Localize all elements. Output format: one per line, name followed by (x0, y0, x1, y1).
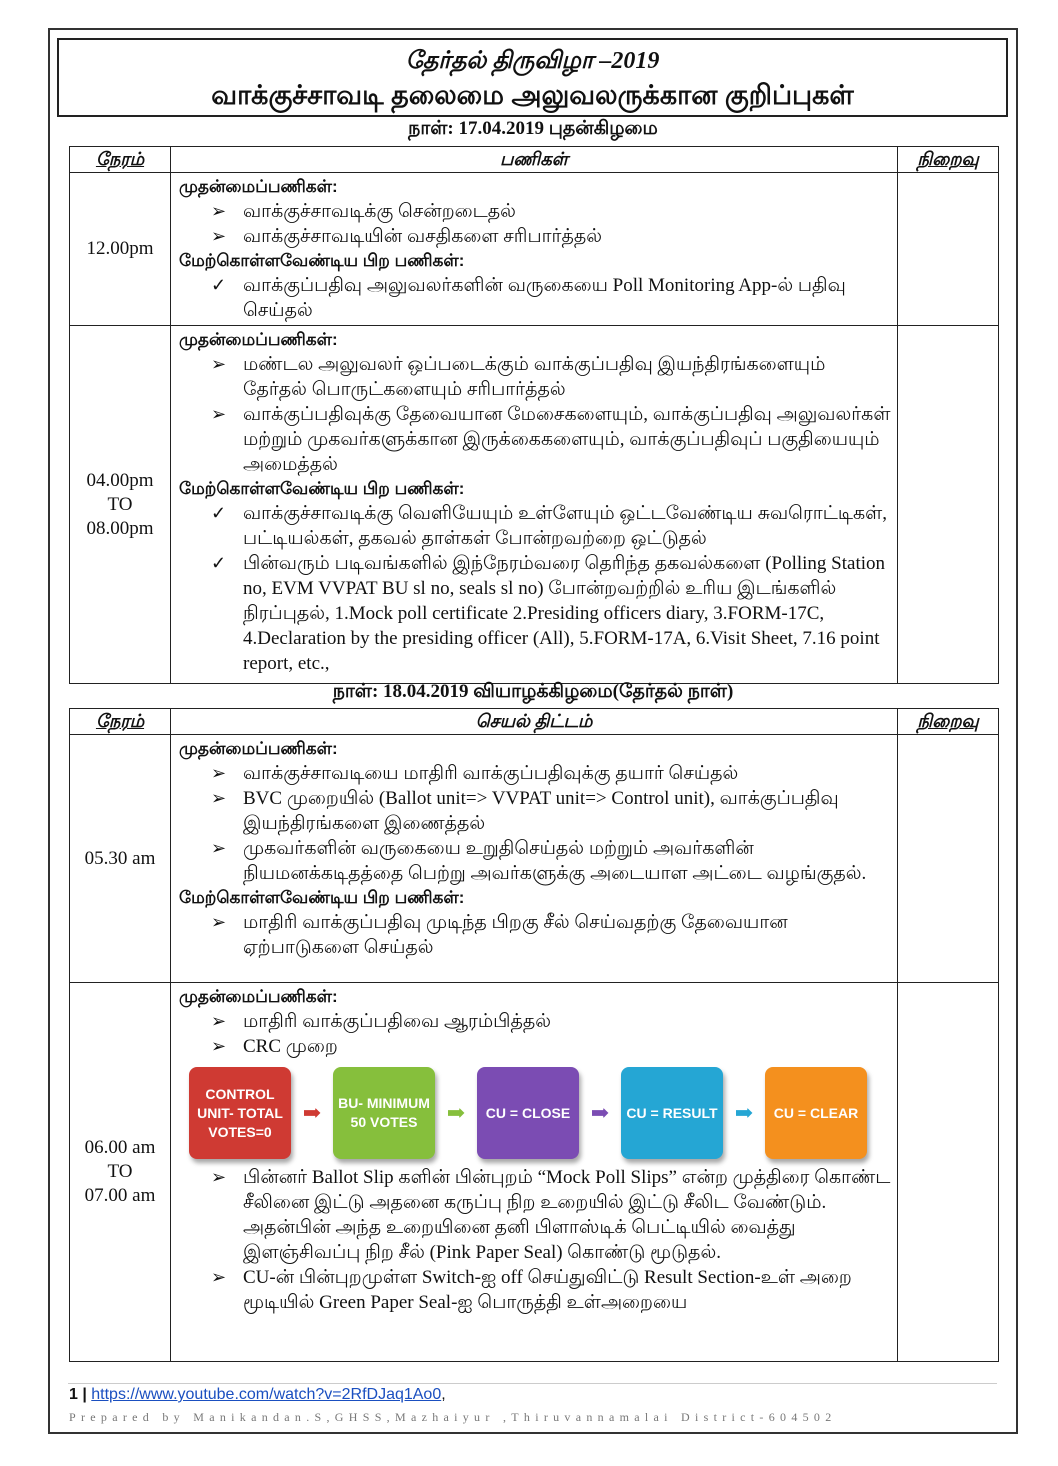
arrow-right-icon: ➡ (590, 1100, 610, 1125)
arrow-bullet-icon: ➢ (211, 1011, 227, 1031)
list-item (179, 501, 891, 551)
item-text: மாதிரி வாக்குப்பதிவை ஆரம்பித்தல் (243, 1011, 551, 1032)
header-tasks: செயல் திட்டம் (171, 709, 898, 735)
arrow-right-icon: ➡ (446, 1100, 466, 1125)
flow-step: CU = CLOSE (477, 1067, 579, 1159)
completion-cell (898, 735, 999, 983)
day1-date: நாள்: 17.04.2019 புதன்கிழமை (408, 118, 658, 139)
item-text: மாதிரி வாக்குப்பதிவு முடிந்த பிறகு சீல் செய்வதற்கு தேவையான ஏற்பாடுகளை செய்தல் (243, 912, 788, 958)
section-heading: மேற்கொள்ளவேண்டிய பிற பணிகள்: (179, 479, 465, 498)
flow-step: CU = CLEAR (765, 1067, 867, 1159)
arrow-bullet-icon: ➢ (211, 788, 227, 808)
header-done: நிறைவு (898, 147, 999, 173)
item-text: வாக்குச்சாவடிக்கு வெளியேயும் உள்ளேயும் ஒட்டவேண்டிய சுவரொட்டிகள், பட்டியல்கள், தகவல் தாள்கள் போன்றவற்றை ஒட்டுதல் (243, 503, 887, 549)
check-icon: ✓ (211, 553, 227, 573)
section-heading: முதன்மைப்பணிகள்: (179, 739, 338, 758)
arrow-bullet-icon: ➢ (211, 838, 227, 858)
tasks-cell (171, 983, 898, 1362)
list-item (179, 273, 891, 323)
section-heading: முதன்மைப்பணிகள்: (179, 987, 338, 1006)
header-done: நிறைவு (898, 709, 999, 735)
time-cell (70, 326, 171, 684)
prepared-by: Prepared by Manikandan.S,GHSS,Mazhaiyur ,Thiruvannamalai District-604502 (69, 1410, 837, 1424)
arrow-bullet-icon: ➢ (211, 201, 227, 221)
table-row (70, 735, 999, 983)
footer-page (69, 1386, 446, 1404)
section-heading: மேற்கொள்ளவேண்டிய பிற பணிகள்: (179, 888, 465, 907)
day1-table (69, 146, 999, 684)
arrow-right-icon: ➡ (302, 1100, 322, 1125)
item-text: CU-ன் பின்புறமுள்ள Switch-ஐ off செய்துவிட்டு Result Section-உள் அறை மூடியில் Green Paper Seal-ஐ பொருத்தி உள்அறையை (243, 1267, 852, 1313)
arrow-right-icon: ➡ (734, 1100, 754, 1125)
list-item (179, 402, 891, 477)
item-text: பின்னர் Ballot Slip களின் பின்புறம் “Mock Poll Slips” என்ற முத்திரை கொண்ட சீலினை இட்டு அதனை கருப்பு நிற உறையில் இட்டு சீலிட வேண்டும். அதன்பின் அந்த உறையினை தனி பிளாஸ்டிக் பெட்டியில் வைத்து இளஞ்சிவப்பு நிற சீல் (Pink Paper Seal) கொண்டு மூடுதல். (243, 1167, 891, 1263)
header-time: நேரம் (70, 709, 171, 735)
time-text: 05.30 am (84, 847, 156, 869)
header-time: நேரம் (70, 147, 171, 173)
title-box (57, 38, 1008, 117)
time-text: TO (107, 1161, 133, 1182)
item-text: முகவர்களின் வருகையை உறுதிசெய்தல் மற்றும் அவர்களின் நியமனக்கடிதத்தை பெற்று அவர்களுக்கு அடையாள அட்டை வழங்குதல். (243, 838, 867, 884)
list-item (179, 224, 891, 249)
check-icon: ✓ (211, 275, 227, 295)
header-row (70, 147, 999, 173)
arrow-bullet-icon: ➢ (211, 1036, 227, 1056)
check-icon: ✓ (211, 503, 227, 523)
list-item (179, 836, 891, 886)
list-item (179, 1009, 891, 1034)
tasks-cell (171, 735, 898, 983)
arrow-bullet-icon: ➢ (211, 912, 227, 932)
list-item (179, 1265, 891, 1315)
time-text: 12.00pm (86, 238, 154, 259)
flow-step: CONTROL UNIT- TOTAL VOTES=0 (189, 1067, 291, 1159)
title-line1: தேர்தல் திருவிழா –2019 (405, 48, 660, 74)
item-text: வாக்குச்சாவடியின் வசதிகளை சரிபார்த்தல் (243, 226, 602, 247)
tasks-cell (171, 326, 898, 684)
table-row (70, 173, 999, 326)
list-item (179, 199, 891, 224)
flow-diagram (189, 1067, 891, 1159)
time-cell (70, 173, 171, 326)
arrow-bullet-icon: ➢ (211, 1267, 227, 1287)
link-suffix: , (441, 1386, 446, 1403)
list-item (179, 352, 891, 402)
table-row (70, 326, 999, 684)
item-text: CRC முறை (243, 1036, 338, 1057)
arrow-bullet-icon: ➢ (211, 404, 227, 424)
youtube-link[interactable]: https://www.youtube.com/watch?v=2RfDJaq1Ao0 (91, 1386, 442, 1403)
time-text: 04.00pm (86, 469, 154, 491)
item-text: BVC முறையில் (Ballot unit=> VVPAT unit=> Control unit), வாக்குப்பதிவு இயந்திரங்களை இணைத்தல் (243, 788, 839, 834)
completion-cell (898, 326, 999, 684)
section-heading: முதன்மைப்பணிகள்: (179, 330, 338, 349)
section-heading: முதன்மைப்பணிகள்: (179, 177, 338, 196)
list-item (179, 1165, 891, 1265)
list-item (179, 1034, 891, 1059)
flow-step: BU- MINIMUM 50 VOTES (333, 1067, 435, 1159)
footer-divider (68, 1383, 997, 1384)
tasks-cell (171, 173, 898, 326)
arrow-bullet-icon: ➢ (211, 354, 227, 374)
item-text: வாக்குப்பதிவு அலுவலர்களின் வருகையை Poll Monitoring App-ல் பதிவு செய்தல் (243, 275, 846, 321)
arrow-bullet-icon: ➢ (211, 226, 227, 246)
table-row (70, 983, 999, 1362)
time-text: 07.00 am (84, 1185, 156, 1206)
time-text: TO (107, 493, 133, 515)
item-text: மண்டல அலுவலர் ஒப்படைக்கும் வாக்குப்பதிவு இயந்திரங்களையும் தேர்தல் பொருட்களையும் சரிபார்த்தல் (243, 354, 826, 400)
completion-cell (898, 173, 999, 326)
section-heading: மேற்கொள்ளவேண்டிய பிற பணிகள்: (179, 251, 465, 270)
header-tasks: பணிகள் (171, 147, 898, 173)
item-text: வாக்குப்பதிவுக்கு தேவையான மேசைகளையும், வாக்குப்பதிவு அலுவலர்கள் மற்றும் முகவர்களுக்கான இருக்கைகளையும், வாக்குப்பதிவுப் பகுதியையும் அமைத்தல் (243, 404, 891, 475)
title-line2: வாக்குச்சாவடி தலைமை அலுவலருக்கான குறிப்புகள் (211, 80, 854, 110)
time-cell (70, 735, 171, 983)
flow-step: CU = RESULT (621, 1067, 723, 1159)
list-item (179, 761, 891, 786)
page-number: 1 | (69, 1386, 92, 1403)
day2-date: நாள்: 18.04.2019 வியாழக்கிழமை(தேர்தல் நாள்) (332, 681, 734, 702)
item-text: வாக்குச்சாவடிக்கு சென்றடைதல் (243, 201, 516, 222)
time-text: 06.00 am (84, 1137, 156, 1158)
list-item (179, 910, 891, 960)
arrow-bullet-icon: ➢ (211, 1167, 227, 1187)
item-text: வாக்குச்சாவடியை மாதிரி வாக்குப்பதிவுக்கு தயார் செய்தல் (243, 763, 739, 784)
day2-table (69, 708, 999, 1362)
arrow-bullet-icon: ➢ (211, 763, 227, 783)
completion-cell (898, 983, 999, 1362)
time-cell (70, 983, 171, 1362)
time-text: 08.00pm (86, 517, 154, 539)
list-item (179, 786, 891, 836)
item-text: பின்வரும் படிவங்களில் இந்நேரம்வரை தெரிந்த தகவல்களை (Polling Station no, EVM VVPAT BU sl no, seals sl no) போன்றவற்றில் உரிய இடங்களில் நிரப்புதல், 1.Mock poll certificate 2.Presiding officers diary, 3.FORM-17C, 4.Declaration by the presiding officer (All), 5.FORM-17A, 6.Visit Sheet, 7.16 point report, etc., (243, 553, 886, 674)
header-row (70, 709, 999, 735)
list-item (179, 551, 891, 676)
